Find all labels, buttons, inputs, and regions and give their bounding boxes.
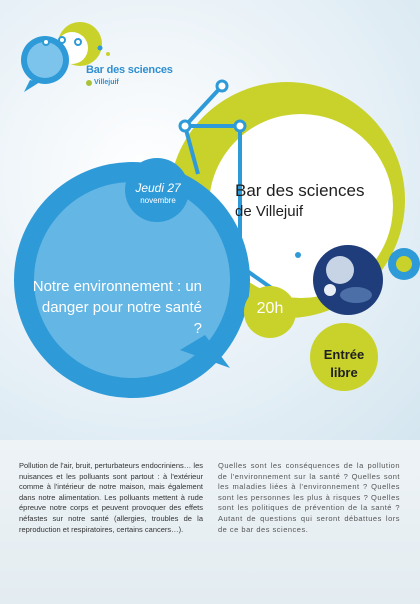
body-text-right: Quelles sont les conséquences de la pollution de l'environnement sur la santé ? Quelles sont les maladies liées à l'environnement ? Quelles sont les personnes les plus à risques ? Quelles sont les politiques de prévention de la santé ? Autant de questions qui seront débattues lors de ce bar des sciences. bbox=[218, 461, 400, 534]
event-title: Bar des sciences bbox=[235, 181, 365, 200]
event-subtitle: de Villejuif bbox=[235, 203, 304, 220]
bullet-icon bbox=[86, 80, 92, 86]
date-month: novembre bbox=[140, 196, 176, 205]
logo-city-label: Villejuif bbox=[94, 79, 119, 86]
logo-title: Bar des sciences bbox=[86, 64, 173, 76]
body-text-left: Pollution de l'air, bruit, perturbateurs endocriniens… les nuisances et les polluants sont partout : à l'extérieur comme à l'intérieur de notre maison, mais également dans notre alimentation. Les polluants mettent à rude épreuve notre corps et peuvent provoquer des effets néfastes sur notre santé (allergies, troubles de la reproduction et respiratoires, certains cancers…). bbox=[19, 461, 203, 534]
event-hour: 20h bbox=[256, 300, 284, 317]
topic-question: Notre environnement : un danger pour notre santé ? bbox=[32, 278, 202, 337]
logo-city bbox=[86, 79, 119, 86]
science-photo bbox=[313, 245, 383, 315]
date-day: Jeudi 27 bbox=[135, 181, 181, 195]
entry-label: Entrée libre bbox=[323, 347, 365, 380]
